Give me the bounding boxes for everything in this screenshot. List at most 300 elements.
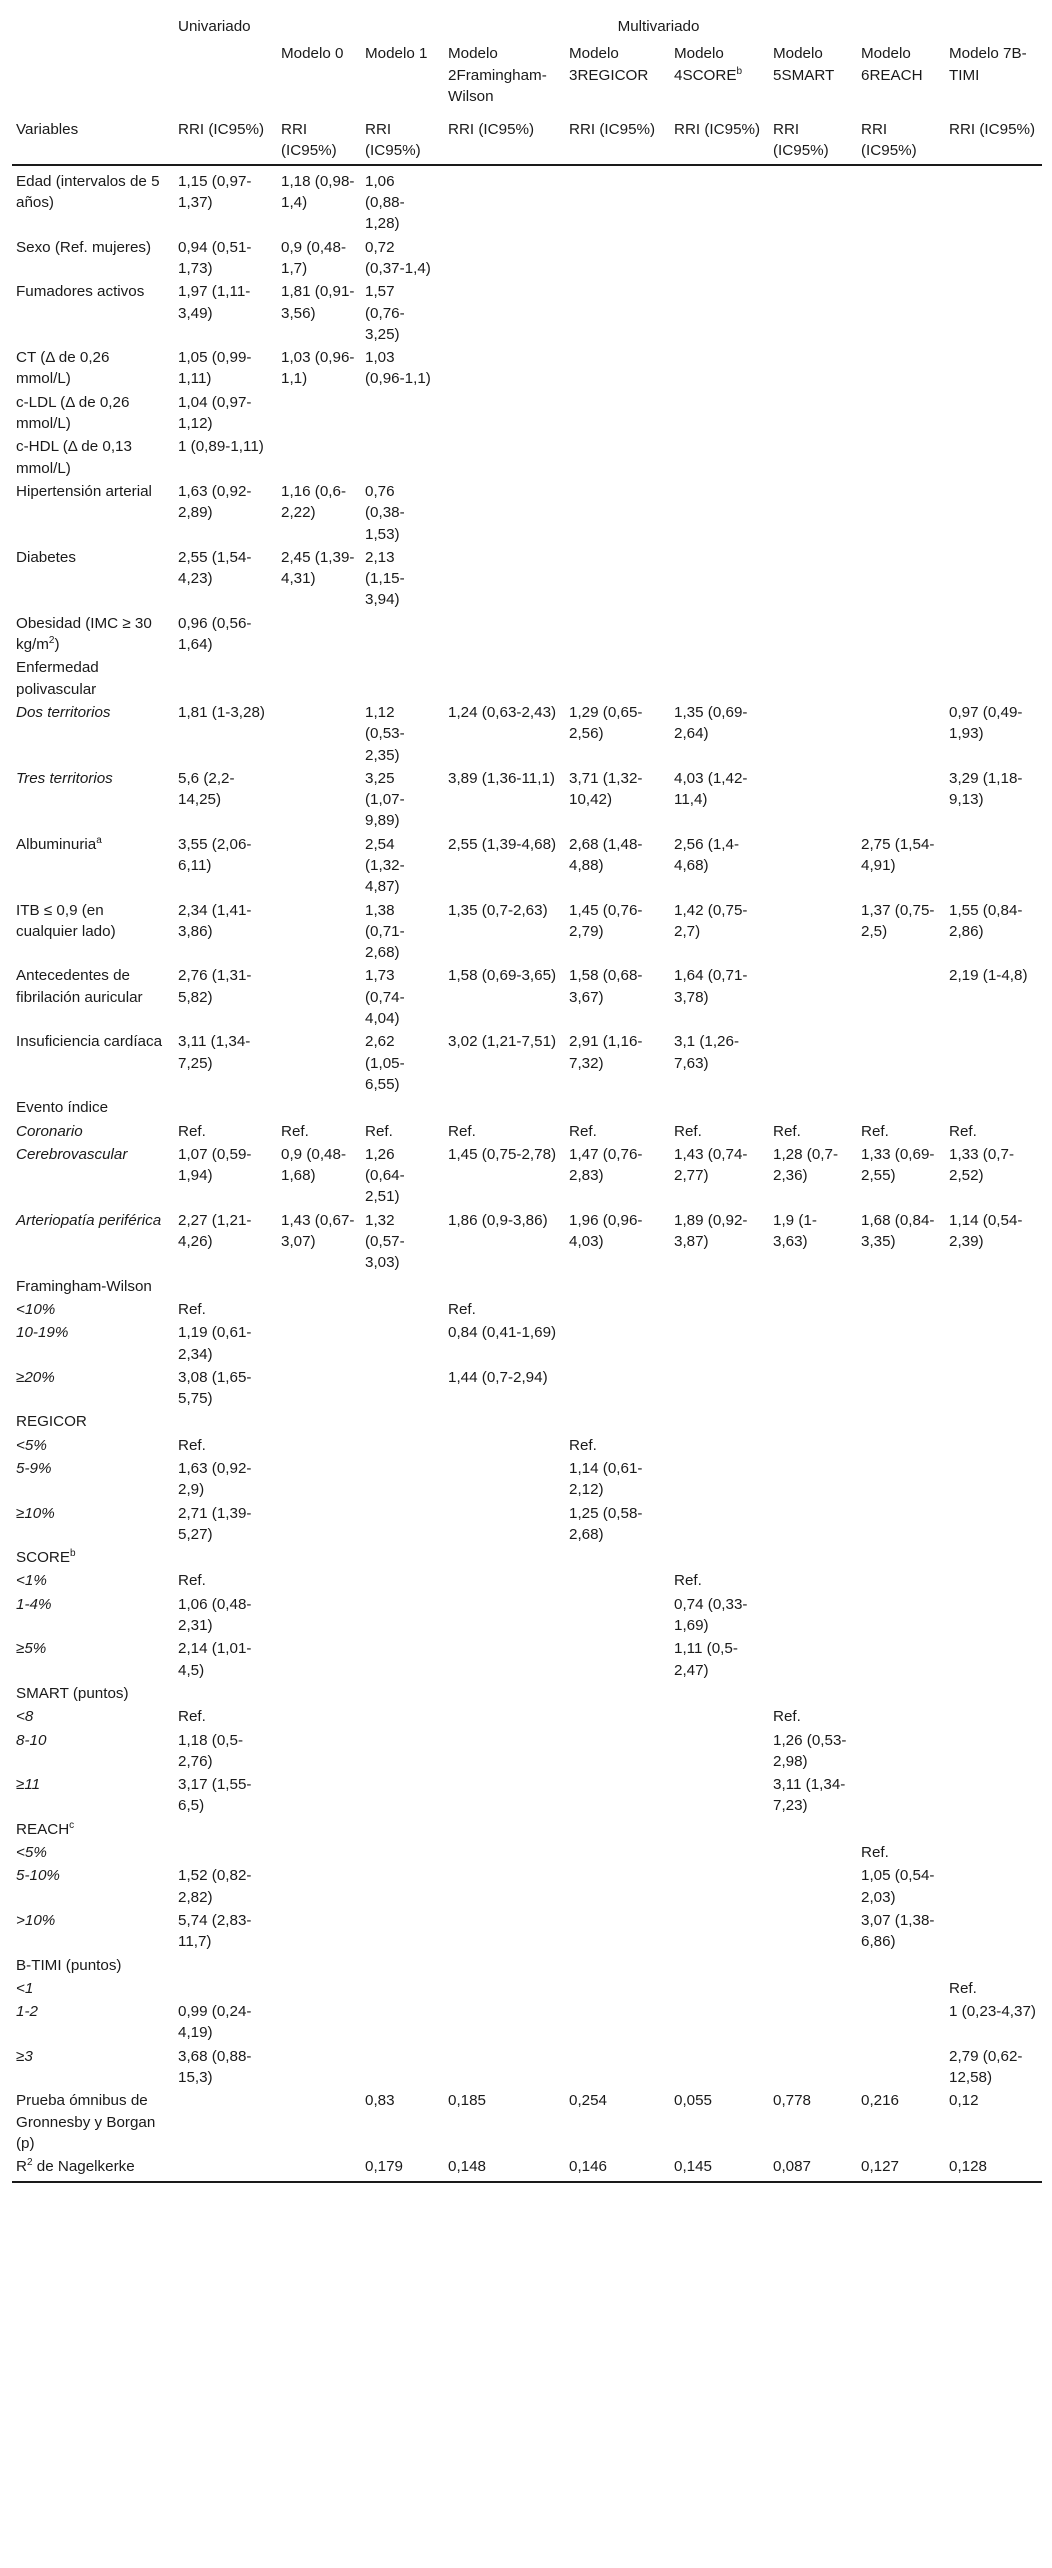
table-cell [769, 279, 857, 345]
row-label: 1-2 [16, 2003, 38, 2021]
table-cell [769, 1840, 857, 1863]
table-cell [277, 1728, 361, 1773]
table-cell: 1,33 (0,7-2,52) [949, 1145, 1015, 1185]
table-cell [361, 1772, 444, 1817]
table-cell [565, 1704, 670, 1727]
table-cell [444, 1728, 565, 1773]
model-header-7: Modelo 7B-TIMI [949, 45, 1027, 84]
table-cell [444, 1817, 565, 1840]
table-cell: 1,81 (1-3,28) [178, 703, 265, 721]
table-cell: 3,89 (1,36-11,1) [448, 769, 555, 787]
table-cell: 1,68 (0,84-3,35) [861, 1211, 935, 1251]
table-cell [857, 1592, 945, 1637]
table-cell [174, 1681, 277, 1704]
table-cell: 0,12 [949, 2092, 979, 2110]
table-cell [565, 1681, 670, 1704]
table-cell [769, 1095, 857, 1118]
table-cell [361, 1636, 444, 1681]
table-cell [361, 1592, 444, 1637]
table-cell: 2,55 (1,39-4,68) [448, 835, 557, 853]
table-cell [277, 1863, 361, 1908]
table-cell: 1,14 (0,61-2,12) [569, 1460, 643, 1499]
table-row [12, 700, 1042, 766]
table-cell [277, 1568, 361, 1591]
table-cell [277, 1409, 361, 1432]
table-cell [857, 1772, 945, 1817]
row-label: Enfermedad polivascular [16, 659, 99, 698]
table-cell [857, 235, 945, 280]
table-cell [277, 1592, 361, 1637]
table-cell [565, 165, 670, 235]
table-cell [769, 1320, 857, 1365]
table-cell [769, 1863, 857, 1908]
table-cell [857, 345, 945, 390]
row-label: SCORE$^b$ [16, 1548, 76, 1567]
table-cell [565, 235, 670, 280]
table-cell [277, 611, 361, 656]
table-cell: 0,055 [674, 2092, 713, 2110]
table-cell [670, 1365, 769, 1410]
row-label: c-HDL (Δ de 0,13 mmol/L) [16, 438, 132, 477]
table-cell [945, 1365, 1042, 1410]
table-cell: 2,54 (1,32-4,87) [365, 835, 405, 896]
table-cell [857, 545, 945, 611]
table-cell [444, 434, 565, 479]
table-cell [857, 434, 945, 479]
table-cell [769, 1592, 857, 1637]
rri-header-3: RRI (IC95%) [444, 113, 565, 165]
table-cell [670, 2044, 769, 2089]
table-cell [857, 1095, 945, 1118]
table-cell [444, 1456, 565, 1501]
table-cell: 1,58 (0,69-3,65) [448, 967, 557, 985]
table-cell [565, 1592, 670, 1637]
table-cell [565, 545, 670, 611]
table-cell: 2,62 (1,05-6,55) [365, 1033, 405, 1093]
table-row [12, 1029, 1042, 1095]
table-cell: 0,128 [945, 2154, 1042, 2181]
table-cell: 3,11 (1,34-7,23) [773, 1776, 846, 1815]
table-cell [769, 766, 857, 832]
table-cell: 1,06 (0,48-2,31) [178, 1595, 252, 1635]
table-cell: 0,84 (0,41-1,69) [448, 1324, 557, 1342]
table-cell [945, 1320, 1042, 1365]
table-row [12, 898, 1042, 964]
table-row [12, 1592, 1042, 1637]
row-label: 1-4% [16, 1595, 52, 1613]
table-cell: 4,03 (1,42-11,4) [674, 769, 748, 809]
table-cell: 1,45 (0,76-2,79) [569, 901, 643, 940]
table-cell: 0,778 [773, 2092, 812, 2110]
table-cell: 0,185 [448, 2092, 487, 2110]
table-cell [945, 1456, 1042, 1501]
table-row [12, 1817, 1042, 1840]
row-label: Tres territorios [16, 769, 113, 787]
table-cell [857, 1545, 945, 1568]
table-cell: 0,148 [444, 2154, 565, 2181]
superscript: a [96, 834, 102, 846]
table-cell [361, 1320, 444, 1365]
table-cell: 1,07 (0,59-1,94) [178, 1145, 252, 1185]
table-cell [769, 1999, 857, 2044]
table-cell [565, 1409, 670, 1432]
table-cell: 2,56 (1,4-4,68) [674, 835, 740, 874]
table-cell [857, 1409, 945, 1432]
table-cell: 0,254 [569, 2092, 608, 2110]
table-cell [277, 1817, 361, 1840]
table-cell [277, 1953, 361, 1976]
table-cell [444, 1953, 565, 1976]
model-header-1: Modelo 1 [365, 45, 428, 63]
row-label: ≥20% [16, 1368, 55, 1386]
table-cell [444, 1999, 565, 2044]
table-cell [670, 1817, 769, 1840]
row-label: <1% [16, 1572, 47, 1590]
table-cell [444, 1095, 565, 1118]
table-cell [277, 1772, 361, 1817]
row-label: Prueba ómnibus de Gronnesby y Borgan (p) [16, 2092, 156, 2152]
table-cell [769, 832, 857, 898]
table-cell [945, 1545, 1042, 1568]
row-label: ≥11 [16, 1776, 41, 1794]
table-cell: 0,94 (0,51-1,73) [178, 238, 252, 277]
table-cell [670, 545, 769, 611]
table-cell [945, 1433, 1042, 1456]
table-cell: 0,74 (0,33-1,69) [674, 1595, 748, 1635]
table-cell [945, 1568, 1042, 1591]
table-cell [361, 1545, 444, 1568]
table-cell: 0,216 [861, 2092, 900, 2110]
table-cell: 1,97 (1,11-3,49) [178, 283, 251, 322]
table-cell: 1,12 (0,53-2,35) [365, 703, 405, 764]
table-cell: 2,55 (1,54-4,23) [178, 548, 252, 588]
table-row [12, 766, 1042, 832]
table-cell [670, 165, 769, 235]
table-cell: 1,16 (0,6-2,22) [281, 482, 347, 522]
table-cell [565, 1976, 670, 1999]
table-cell [769, 963, 857, 1029]
table-cell [769, 1976, 857, 1999]
table-cell: Ref. [448, 1122, 476, 1140]
table-cell [444, 1840, 565, 1863]
table-cell [670, 1976, 769, 1999]
table-cell [565, 1568, 670, 1591]
table-cell [361, 1274, 444, 1297]
table-cell [277, 1681, 361, 1704]
table-cell: Ref. [569, 1436, 597, 1454]
table-row [12, 1636, 1042, 1681]
rri-header-0: RRI (IC95%) [174, 113, 277, 165]
table-row [12, 1297, 1042, 1320]
table-row [12, 1976, 1042, 1999]
table-cell: 1,58 (0,68-3,67) [569, 967, 643, 1006]
table-cell: 3,11 (1,34-7,25) [178, 1033, 251, 1072]
table-cell [769, 898, 857, 964]
table-cell: 2,19 (1-4,8) [949, 967, 1028, 985]
table-row [12, 345, 1042, 390]
table-cell [565, 1095, 670, 1118]
table-cell [670, 1999, 769, 2044]
model-header-2: Modelo 2Framingham-Wilson [448, 45, 547, 105]
table-cell [361, 655, 444, 700]
table-cell [444, 345, 565, 390]
table-cell: 1,32 (0,57-3,03) [365, 1211, 405, 1272]
table-cell [857, 1953, 945, 1976]
row-label: Edad (intervalos de 5 años) [16, 172, 160, 212]
table-cell [444, 1568, 565, 1591]
table-cell [769, 1636, 857, 1681]
table-cell [769, 611, 857, 656]
table-cell [361, 1953, 444, 1976]
table-cell [670, 611, 769, 656]
table-cell: 1,15 (0,97-1,37) [178, 172, 252, 212]
table-cell [857, 766, 945, 832]
row-label: CT (Δ de 0,26 mmol/L) [16, 349, 110, 388]
superscript: 2 [26, 2157, 33, 2169]
table-cell [444, 545, 565, 611]
table-cell: Ref. [365, 1122, 393, 1140]
table-cell [769, 1456, 857, 1501]
table-cell: 0,99 (0,24-4,19) [178, 2003, 252, 2042]
table-cell: 2,14 (1,01-4,5) [178, 1640, 252, 1679]
table-cell [670, 479, 769, 545]
table-cell: 5,74 (2,83-11,7) [178, 1911, 252, 1951]
table-cell: Ref. [178, 1122, 206, 1140]
table-cell: Ref. [281, 1122, 309, 1140]
table-cell: 1,57 (0,76-3,25) [365, 283, 405, 343]
row-label: $R^2$ de Nagelkerke [12, 2154, 174, 2181]
table-cell [769, 1409, 857, 1432]
table-cell [565, 1840, 670, 1863]
table-cell [444, 1592, 565, 1637]
rri-header-1: RRI (IC95%) [277, 113, 361, 165]
table-cell: 1,03 (0,96-1,1) [365, 349, 431, 388]
table-row [12, 1908, 1042, 1953]
table-cell [565, 1863, 670, 1908]
table-cell [857, 1320, 945, 1365]
table-cell [174, 2154, 277, 2181]
table-cell: 2,79 (0,62-12,58) [949, 2047, 1023, 2087]
table-cell: 2,34 (1,41-3,86) [178, 901, 252, 940]
table-cell: 1,63 (0,92-2,89) [178, 482, 252, 522]
table-cell [277, 1029, 361, 1095]
table-cell [945, 611, 1042, 656]
table-cell [945, 832, 1042, 898]
table-cell: 2,75 (1,54-4,91) [861, 835, 935, 874]
table-cell [565, 1297, 670, 1320]
table-row [12, 1274, 1042, 1297]
table-cell [945, 1728, 1042, 1773]
table-cell [769, 165, 857, 235]
table-cell: 2,71 (1,39-5,27) [178, 1504, 252, 1543]
table-cell [857, 479, 945, 545]
table-cell: 1,11 (0,5-2,47) [674, 1640, 738, 1679]
table-cell [361, 1908, 444, 1953]
row-label: Arteriopatía periférica [16, 1211, 162, 1229]
table-cell: 2,45 (1,39-4,31) [281, 548, 355, 588]
table-cell [857, 1456, 945, 1501]
table-cell: 1,38 (0,71-2,68) [365, 901, 405, 962]
table-cell: 1,14 (0,54-2,39) [949, 1211, 1023, 1251]
table-cell: 0,087 [769, 2154, 857, 2181]
row-label: B-TIMI (puntos) [16, 1956, 122, 1974]
table-cell [945, 1095, 1042, 1118]
table-cell: 2,27 (1,21-4,26) [178, 1211, 252, 1251]
table-cell [444, 1274, 565, 1297]
rri-header-6: RRI (IC95%) [769, 113, 857, 165]
table-cell [769, 1433, 857, 1456]
table-cell [857, 1728, 945, 1773]
table-cell [361, 1095, 444, 1118]
row-label: REACH$^c$ [16, 1819, 75, 1838]
table-cell [361, 434, 444, 479]
table-cell: Ref. [569, 1122, 597, 1140]
table-cell [769, 345, 857, 390]
model-header-4: Modelo 4SCORE$^b$ [674, 45, 743, 84]
table-cell: Ref. [949, 1122, 977, 1140]
table-cell [670, 345, 769, 390]
table-cell: 1,18 (0,5-2,76) [178, 1731, 244, 1770]
table-cell [277, 1636, 361, 1681]
table-cell: 3,25 (1,07-9,89) [365, 769, 405, 830]
table-cell: 1,35 (0,69-2,64) [674, 703, 748, 743]
table-cell [769, 1568, 857, 1591]
table-row [12, 1409, 1042, 1432]
table-cell: Ref. [178, 1708, 206, 1726]
table-cell [945, 390, 1042, 435]
table-cell: Ref. [178, 1436, 206, 1454]
table-cell [857, 1636, 945, 1681]
table-cell [361, 1728, 444, 1773]
table-cell [361, 1365, 444, 1410]
table-cell: Ref. [773, 1122, 801, 1140]
table-cell [444, 479, 565, 545]
table-cell [174, 2088, 277, 2154]
table-cell [670, 1863, 769, 1908]
table-cell [444, 611, 565, 656]
table-cell: 1,06 (0,88-1,28) [365, 172, 405, 233]
table-cell [857, 700, 945, 766]
table-cell [769, 2044, 857, 2089]
table-cell [174, 1817, 277, 1840]
table-cell [857, 1568, 945, 1591]
table-cell: 3,02 (1,21-7,51) [448, 1033, 557, 1051]
table-cell [857, 1999, 945, 2044]
table-cell [945, 1908, 1042, 1953]
table-cell: 1,28 (0,7-2,36) [773, 1145, 839, 1185]
table-body [12, 165, 1042, 2182]
table-cell: 3,71 (1,32-10,42) [569, 769, 643, 809]
table-cell [444, 1772, 565, 1817]
table-cell: 1,9 (1-3,63) [773, 1211, 817, 1251]
table-cell [361, 1297, 444, 1320]
table-cell [277, 1320, 361, 1365]
table-row [12, 434, 1042, 479]
table-cell: 0,179 [361, 2154, 444, 2181]
model-header-0: Modelo 0 [281, 45, 344, 63]
row-label: c-LDL (Δ de 0,26 mmol/L) [16, 393, 130, 433]
table-cell [565, 611, 670, 656]
table-cell [945, 434, 1042, 479]
table-cell [857, 279, 945, 345]
table-cell [174, 1545, 277, 1568]
table-cell: 3,68 (0,88-15,3) [178, 2047, 252, 2087]
table-cell [277, 1908, 361, 1953]
table-cell: 1,03 (0,96-1,1) [281, 349, 355, 388]
table-row [12, 390, 1042, 435]
table-cell [444, 655, 565, 700]
row-label: Framingham-Wilson [16, 1277, 152, 1295]
table-cell [361, 2044, 444, 2089]
row-label: 8-10 [16, 1731, 47, 1749]
table-cell: 1,05 (0,99-1,11) [178, 349, 252, 388]
table-cell: 0,83 [365, 2092, 395, 2110]
row-label: ≥10% [16, 1504, 55, 1522]
row-label: Fumadores activos [16, 283, 145, 301]
table-cell [857, 611, 945, 656]
table-cell [945, 1681, 1042, 1704]
table-cell [945, 1274, 1042, 1297]
table-cell: 1,63 (0,92-2,9) [178, 1460, 252, 1499]
table-cell [277, 2154, 361, 2181]
row-label: Obesidad (IMC ≥ 30 $kg/m^2$) [16, 614, 152, 654]
table-row [12, 235, 1042, 280]
table-row [12, 1772, 1042, 1817]
table-row [12, 1320, 1042, 1365]
table-cell: Ref. [861, 1122, 889, 1140]
table-cell: 3,07 (1,38-6,86) [861, 1911, 935, 1951]
table-cell [670, 1501, 769, 1546]
results-table [12, 12, 1042, 2183]
table-cell: 1,64 (0,71-3,78) [674, 967, 748, 1006]
table-cell: 1,24 (0,63-2,43) [448, 703, 557, 721]
table-cell [670, 1095, 769, 1118]
table-cell [769, 1908, 857, 1953]
row-label: ≥5% [16, 1640, 47, 1658]
table-cell [361, 1409, 444, 1432]
table-row [12, 1501, 1042, 1546]
table-cell: 1,43 (0,74-2,77) [674, 1145, 748, 1185]
table-row [12, 2154, 1042, 2181]
table-cell [277, 898, 361, 964]
table-cell [945, 1029, 1042, 1095]
table-row [12, 479, 1042, 545]
table-cell: 0,9 (0,48-1,68) [281, 1145, 347, 1185]
table-cell [769, 1274, 857, 1297]
table-cell: Ref. [178, 1300, 206, 1318]
row-label: 10-19% [16, 1324, 69, 1342]
table-cell [565, 345, 670, 390]
table-cell: Ref. [178, 1572, 206, 1590]
rri-header-2: RRI (IC95%) [361, 113, 444, 165]
table-cell: 1,45 (0,75-2,78) [448, 1145, 557, 1163]
table-cell [361, 1501, 444, 1546]
table-cell [769, 1297, 857, 1320]
table-cell [277, 1433, 361, 1456]
table-cell: 1,73 (0,74-4,04) [365, 967, 405, 1028]
table-cell [277, 1545, 361, 1568]
table-cell: Ref. [674, 1572, 702, 1590]
table-cell [945, 1297, 1042, 1320]
row-label: ≥3 [16, 2047, 33, 2065]
row-label: Sexo (Ref. mujeres) [16, 238, 152, 256]
table-cell [670, 1728, 769, 1773]
table-cell [174, 1953, 277, 1976]
table-cell [945, 1863, 1042, 1908]
table-cell [769, 1817, 857, 1840]
table-row [12, 2088, 1042, 2154]
table-cell: 0,97 (0,49-1,93) [949, 703, 1023, 743]
